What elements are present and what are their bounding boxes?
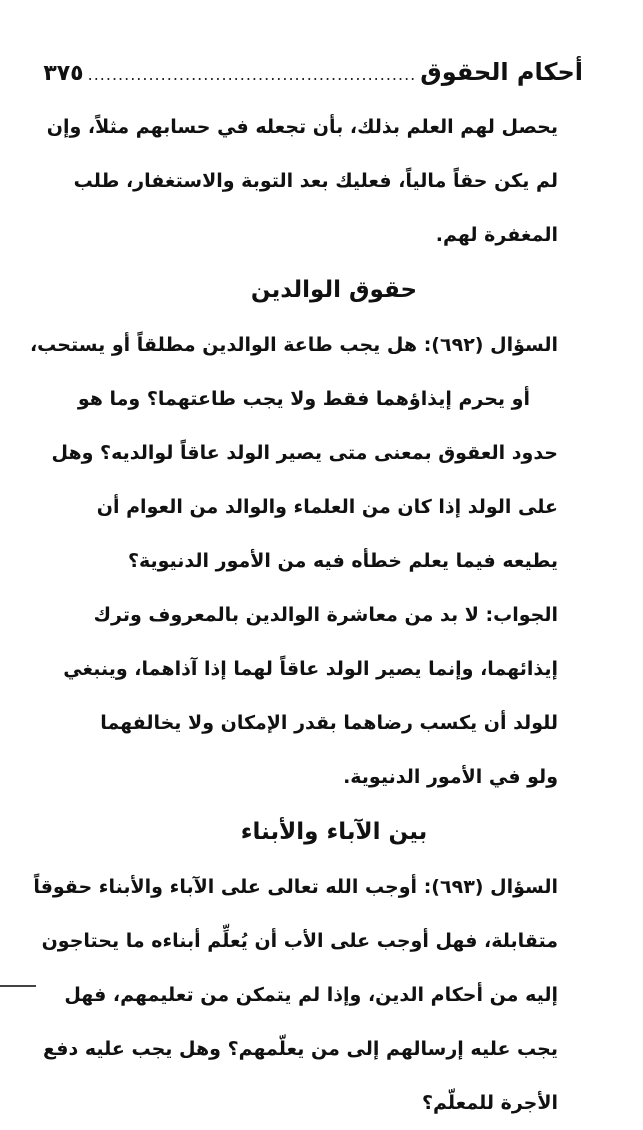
text-line: يحصل لهم العلم بذلك، بأن تجعله في حسابهم مثلاً، وإن: [46, 116, 558, 138]
page-body: [29, 100, 558, 1130]
text-line: المغفرة لهم.: [435, 224, 558, 246]
question-line: الأجرة للمعلّم؟: [421, 1092, 558, 1114]
section-heading-parents-children: بين الآباء والأبناء: [240, 819, 428, 845]
text-line: لم يكن حقاً مالياً، فعليك بعد التوبة والاستغفار، طلب: [73, 170, 558, 192]
question-line: إليه من أحكام الدين، وإذا لم يتمكن من تعليمهم، فهل: [64, 984, 558, 1006]
question-line: [29, 318, 558, 372]
question-line: متقابلة، فهل أوجب على الأب أن يُعلِّم أبناءه ما يحتاجون: [41, 930, 558, 952]
answer-line: [93, 588, 558, 642]
answer-text: لا بد من معاشرة الوالدين بالمعروف وترك: [93, 604, 479, 626]
page-edge-mark: [0, 985, 36, 987]
question-line: حدود العقوق بمعنى متى يصير الولد عاقاً لوالديه؟ وهل: [51, 442, 558, 464]
question-text: هل يجب طاعة الوالدين مطلقاً أو يستحب،: [29, 334, 418, 356]
section-heading-parents-rights: حقوق الوالدين: [250, 277, 418, 303]
question-line: يطيعه فيما يعلم خطأه فيه من الأمور الدنيوية؟: [127, 550, 558, 572]
answer-line: للولد أن يكسب رضاهما بقدر الإمكان ولا يخالفهما: [100, 712, 558, 734]
running-title: أحكام الحقوق: [420, 58, 583, 86]
running-header: [43, 58, 583, 98]
leader-dots: ......................................................: [87, 65, 417, 84]
question-label: السؤال (٦٩٣):: [423, 876, 558, 898]
answer-label: الجواب:: [485, 604, 558, 626]
question-line: [33, 860, 558, 914]
question-line: على الولد إذا كان من العلماء والوالد من العوام أن: [96, 496, 558, 518]
answer-line: ولو في الأمور الدنيوية.: [343, 766, 558, 788]
answer-line: إيذائهما، وإنما يصير الولد عاقاً لهما إذا آذاهما، وينبغي: [63, 658, 558, 680]
question-line: أو يحرم إيذاؤهما فقط ولا يجب طاعتهما؟ وما هو: [77, 388, 530, 410]
question-line: يجب عليه إرسالهم إلى من يعلّمهم؟ وهل يجب عليه دفع: [43, 1038, 558, 1060]
question-text: أوجب الله تعالى على الآباء والأبناء حقوقاً: [33, 876, 418, 898]
page-number: ٣٧٥: [43, 61, 84, 86]
question-label: السؤال (٦٩٢):: [423, 334, 558, 356]
